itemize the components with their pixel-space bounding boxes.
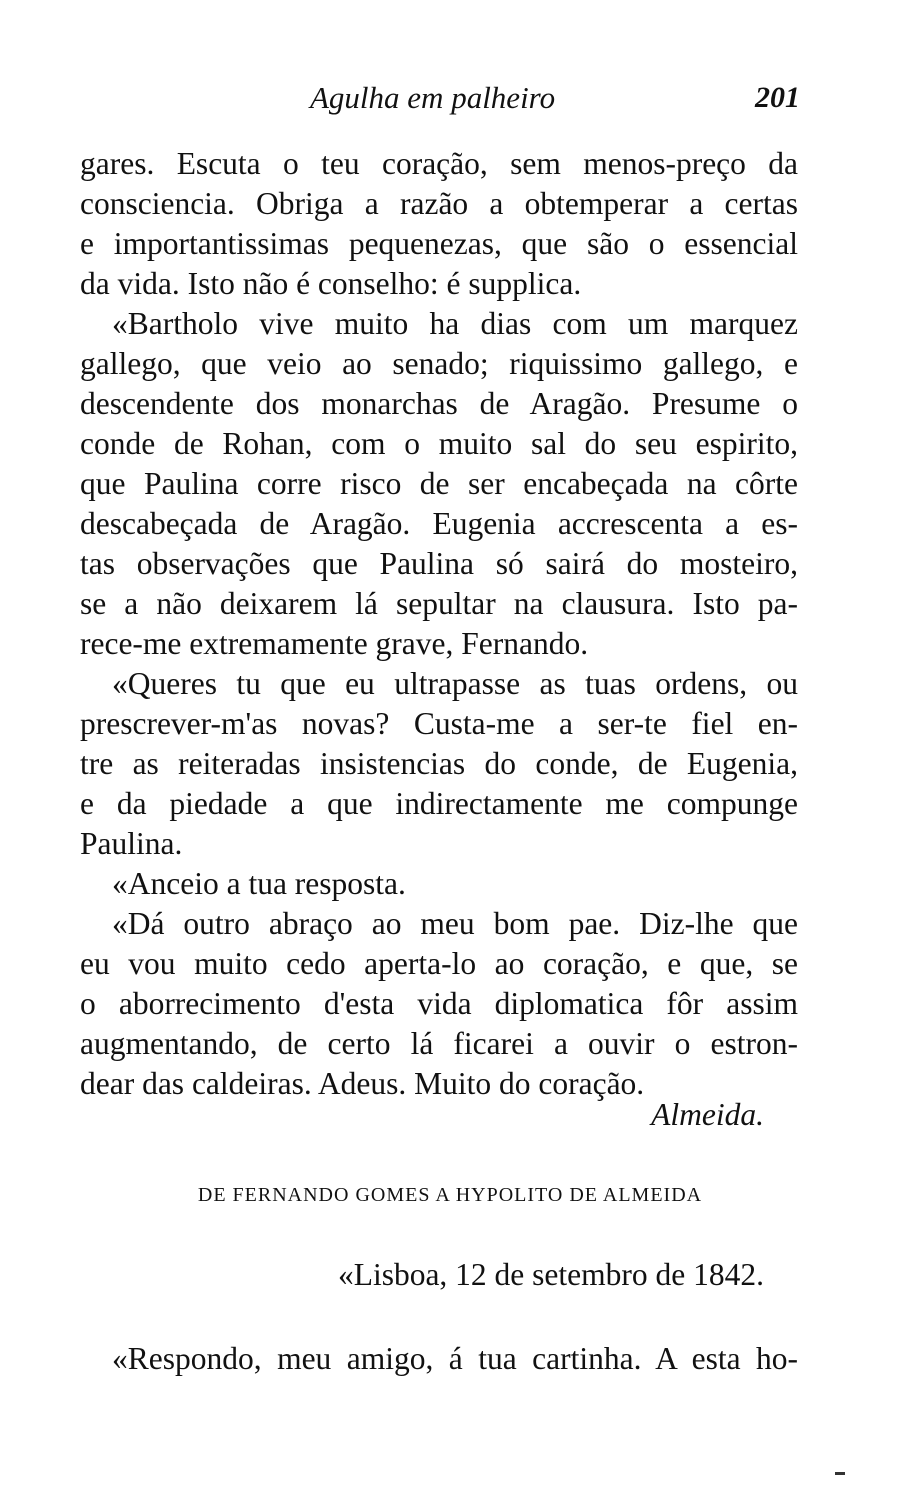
body-line: dear das caldeiras. Adeus. Muito do coração. bbox=[80, 1066, 645, 1101]
dateline: «Lisboa, 12 de setembro de 1842. bbox=[337, 1257, 764, 1292]
paragraph-first-line: «Queres tu que eu ultrapasse as tuas ordens, ou bbox=[112, 666, 798, 701]
body-line: gallego, que veio ao senado; riquissimo gallego, e bbox=[80, 346, 798, 381]
body-line: gares. Escuta o teu coração, sem menos-preço da bbox=[80, 146, 798, 181]
body-line: augmentando, de certo lá ficarei a ouvir o estron- bbox=[80, 1026, 798, 1061]
body-line: eu vou muito cedo aperta-lo ao coração, e que, se bbox=[80, 946, 798, 981]
running-head bbox=[80, 78, 800, 124]
body-line: conde de Rohan, com o muito sal do seu espirito, bbox=[80, 426, 798, 461]
section-heading: DE FERNANDO GOMES A HYPOLITO DE ALMEIDA bbox=[197, 1184, 703, 1206]
body-line: descendente dos monarchas de Aragão. Presume o bbox=[80, 386, 798, 421]
paragraph-first-line: «Anceio a tua resposta. bbox=[112, 866, 406, 901]
running-title: Agulha em palheiro bbox=[310, 80, 556, 115]
body-line: tre as reiteradas insistencias do conde, de Eugenia, bbox=[80, 746, 798, 781]
body-line: prescrever-m'as novas? Custa-me a ser-te fiel en- bbox=[80, 706, 798, 741]
body-line: o aborrecimento d'esta vida diplomatica fôr assim bbox=[80, 986, 798, 1021]
body-line: Paulina. bbox=[80, 826, 183, 861]
printer-mark bbox=[835, 1472, 845, 1475]
paragraph-first-line: «Dá outro abraço ao meu bom pae. Diz-lhe que bbox=[112, 906, 798, 941]
body-line: se a não deixarem lá sepultar na clausura. Isto pa- bbox=[80, 586, 798, 621]
body-line: e importantissimas pequenezas, que são o essencial bbox=[80, 226, 798, 261]
paragraph-first-line: «Respondo, meu amigo, á tua cartinha. A esta ho- bbox=[112, 1341, 798, 1376]
body-line: rece-me extremamente grave, Fernando. bbox=[80, 626, 589, 661]
body-line: que Paulina corre risco de ser encabeçada na côrte bbox=[80, 466, 798, 501]
body-line: tas observações que Paulina só sairá do mosteiro, bbox=[80, 546, 798, 581]
body-line: consciencia. Obriga a razão a obtemperar a certas bbox=[80, 186, 798, 221]
signature: Almeida. bbox=[651, 1097, 764, 1132]
page-number: 201 bbox=[755, 81, 800, 114]
body-line: da vida. Isto não é conselho: é supplica. bbox=[80, 266, 582, 301]
paragraph-first-line: «Bartholo vive muito ha dias com um marquez bbox=[112, 306, 798, 341]
body-line: e da piedade a que indirectamente me compunge bbox=[80, 786, 798, 821]
body-line: descabeçada de Aragão. Eugenia accrescenta a es- bbox=[80, 506, 798, 541]
